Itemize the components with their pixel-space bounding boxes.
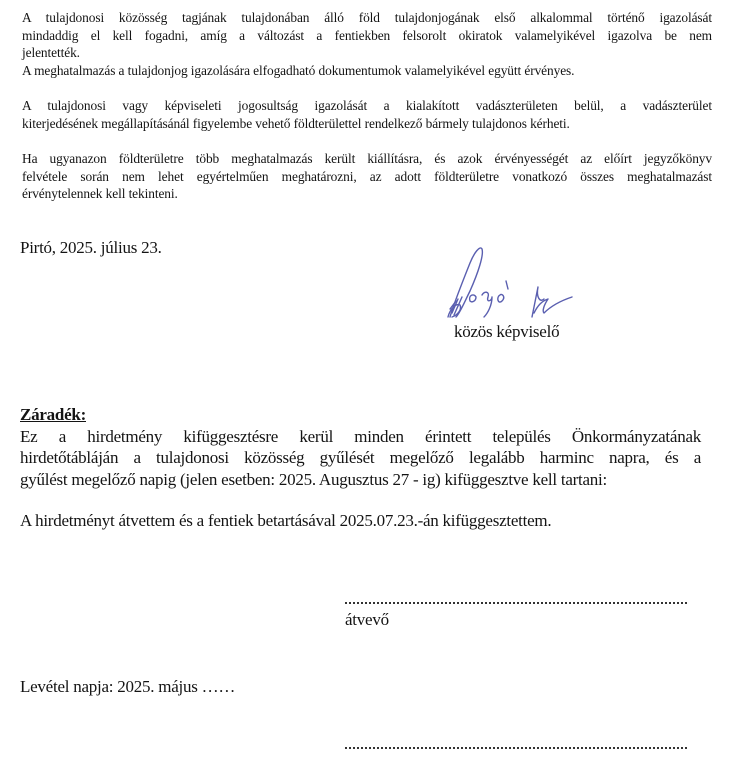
text-line: érvénytelennek kell tekinteni. xyxy=(22,186,178,202)
removal-date: Levétel napja: 2025. május …… xyxy=(20,677,236,696)
conditions-paragraph-1 xyxy=(22,9,712,79)
receipt-statement: A hirdetményt átvettem és a fentiek betartásával 2025.07.23.-án kifüggesztettem. xyxy=(20,511,552,530)
clause-title: Záradék: xyxy=(20,405,86,424)
removal-signature-line xyxy=(345,747,687,749)
receiver-signature-line xyxy=(345,602,687,604)
text-line: A tulajdonosi közösség tagjának tulajdonában álló föld tulajdonjogának első alkalommal történő igazolását xyxy=(22,10,712,25)
handwritten-signature-icon xyxy=(440,243,600,323)
signatory-role: közös képviselő xyxy=(454,322,560,341)
text-line: felvétele során nem lehet egyértelműen meghatározni, az adott földterületre vonatkozó összes meghatalmazást xyxy=(22,168,712,184)
text-line: Ez a hirdetmény kifüggesztésre kerül minden érintett település Önkormányzatának xyxy=(20,426,701,446)
text-line: gyűlést megelőző napig (jelen esetben: 2025. Augusztus 27 - ig) kifüggesztve kell tartani: xyxy=(20,469,607,489)
clause-body xyxy=(20,426,701,491)
text-line: jelentették. xyxy=(22,45,80,61)
text-line: kiterjedésének megállapításánál figyelembe vehető földterülettel rendelkező bármely tulajdonos kérheti. xyxy=(22,115,570,131)
text-line: A tulajdonosi vagy képviseleti jogosultság igazolását a kialakított vadászterületen belül, a vadászterület xyxy=(22,98,712,113)
place-date: Pirtó, 2025. július 23. xyxy=(20,238,162,257)
text-line: Ha ugyanazon földterületre több meghatalmazás került kiállításra, és azok érvényességét az előírt jegyzőkönyv xyxy=(22,151,712,166)
text-line: mindaddig el kell fogadni, amíg a változást a fentiekben felsorolt okiratok valamelyikével igazolva be nem xyxy=(22,27,712,43)
text-line: hirdetőtábláján a tulajdonosi közösség gyűlését megelőző legalább harminc napra, és a xyxy=(20,448,701,467)
clause-section xyxy=(20,404,701,490)
conditions-paragraph-4 xyxy=(22,150,712,203)
receiver-label: átvevő xyxy=(345,610,389,629)
conditions-paragraph-2: A meghatalmazás a tulajdonjog igazolására elfogadható dokumentumok valamelyikével együtt érvényes. xyxy=(22,62,575,78)
conditions-paragraph-3 xyxy=(22,97,712,132)
